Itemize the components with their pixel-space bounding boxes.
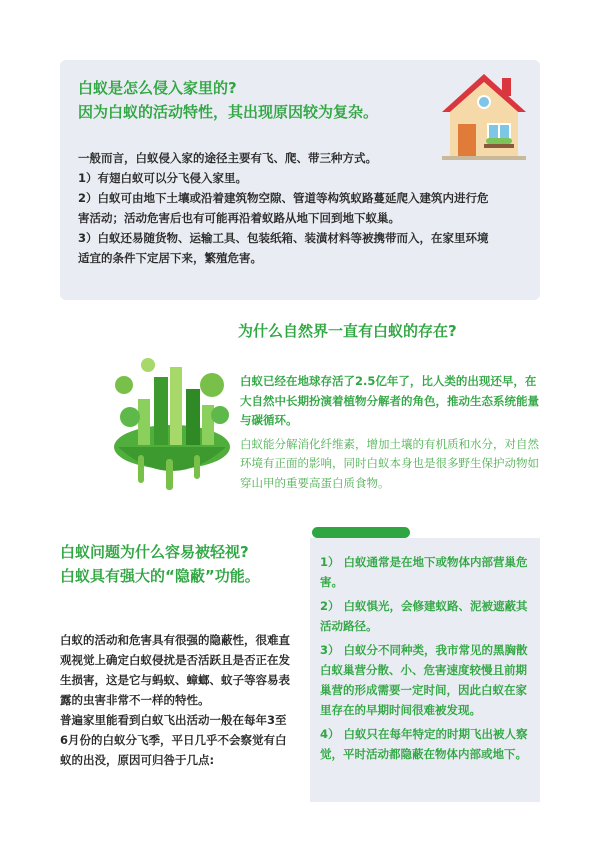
reason-item: 1） 白蚁通常是在地下或物体内部营巢危害。 — [320, 555, 528, 589]
section3-title-line1: 白蚁问题为什么容易被轻视? — [60, 543, 249, 561]
section3-title-line2: 白蚁具有强大的“隐蔽”功能。 — [60, 567, 260, 585]
section3-paragraph: 普遍家里能看到白蚁飞出活动一般在每年3至6月份的白蚁分飞季，平日几乎不会察觉有白蚁的出没，原因可归咎于几点: — [60, 713, 287, 767]
green-city-icon — [108, 355, 233, 490]
section1-paragraph: 一般而言，白蚁侵入家的途径主要有飞、爬、带三种方式。 — [78, 151, 377, 165]
reason-item: 2） 白蚁惧光，会修建蚁路、泥被遮蔽其活动路径。 — [320, 599, 528, 633]
section3-body — [60, 630, 290, 770]
section3-paragraph: 白蚁的活动和危害具有很强的隐蔽性，很难直观视觉上确定白蚁侵扰是否活跃且是否正在发生损害，这是它与蚂蚁、蟑螂、蚊子等容易表露的虫害非常不一样的特性。 — [60, 633, 290, 707]
section3-title — [60, 540, 300, 588]
reason-item: 4） 白蚁只在每年特定的时期飞出被人察觉，平时活动都隐蔽在物体内部或地下。 — [320, 727, 528, 761]
section2-body — [240, 372, 540, 493]
section1-title-line2: 因为白蚁的活动特性，其出现原因较为复杂。 — [78, 103, 379, 121]
section1-title-line1: 白蚁是怎么侵入家里的? — [78, 79, 237, 97]
section2-paragraph: 白蚁能分解消化纤维素，增加土壤的有机质和水分，对自然环境有正面的影响，同时白蚁本身也是很多野生保护动物如穿山甲的重要高蛋白质食物。 — [240, 436, 539, 490]
section1-title — [78, 76, 418, 124]
reason-item: 3） 白蚁分不同种类，我市常见的黑胸散白蚁巢营分散、小、危害速度较慢且前期巢营的形成需要一定时间，因此白蚁在家里存在的早期时间很难被发现。 — [320, 643, 528, 717]
section2-paragraph: 白蚁已经在地球存活了2.5亿年了，比人类的出现还早，在大自然中长期扮演着植物分解者的角色，推动生态系统能量与碳循环。 — [240, 374, 539, 427]
section1-paragraph: 2）白蚁可由地下土壤或沿着建筑物空隙、管道等构筑蚁路蔓延爬入建筑内进行危害活动；活动危害后也有可能再沿着蚁路从地下回到地下蚁巢。 — [78, 191, 489, 225]
section2-title: 为什么自然界一直有白蚁的存在? — [238, 322, 457, 340]
reasons-list — [320, 552, 532, 768]
section1-body — [78, 148, 498, 268]
section1-paragraph: 1）有翅白蚁可以分飞侵入家里。 — [78, 171, 247, 185]
panel-accent-bar — [312, 527, 410, 538]
section1-paragraph: 3）白蚁还易随货物、运输工具、包装纸箱、装潢材料等被携带而入，在家里环境适宜的条件下定居下来，繁殖危害。 — [78, 231, 489, 265]
